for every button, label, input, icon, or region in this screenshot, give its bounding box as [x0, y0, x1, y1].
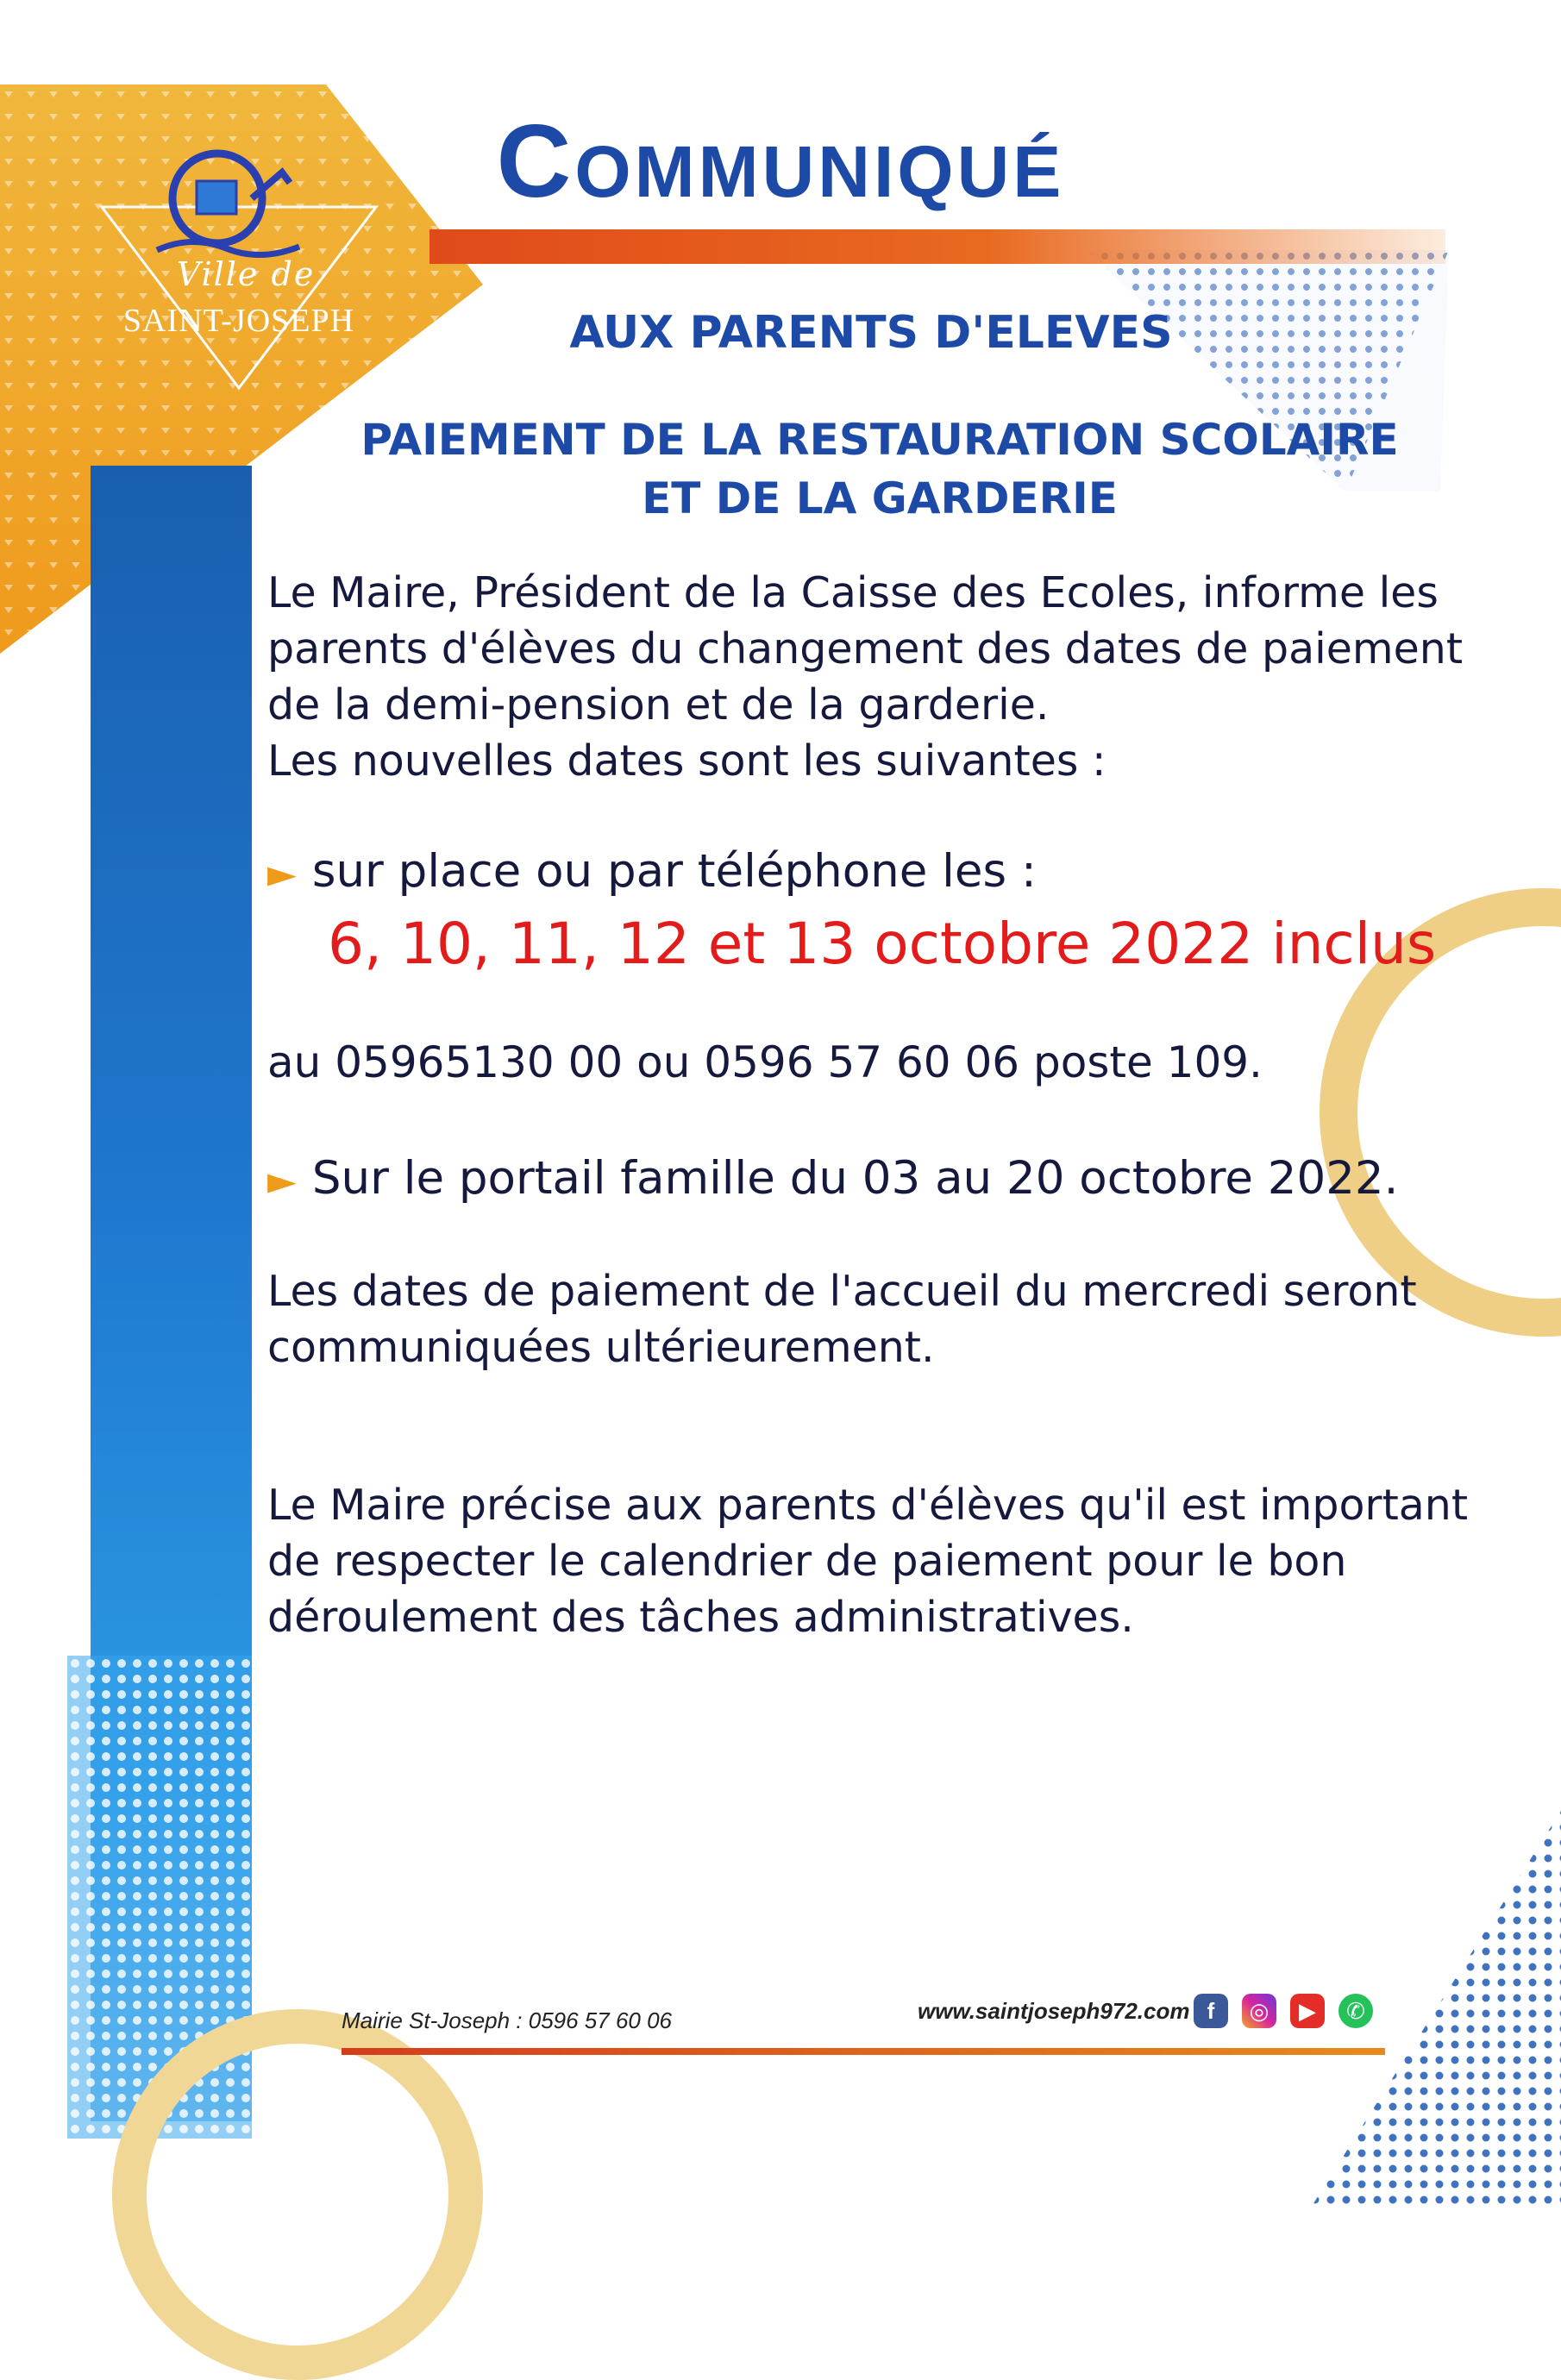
- heading-line: PAIEMENT DE LA RESTAURATION SCOLAIRE: [360, 415, 1399, 465]
- bullet-text: Sur le portail famille du 03 au 20 octobre 2022.: [311, 1152, 1399, 1205]
- website-link[interactable]: www.saintjoseph972.com: [918, 1998, 1190, 2024]
- heading-line: ET DE LA GARDERIE: [642, 473, 1118, 523]
- bullet-text: sur place ou par téléphone les :: [311, 845, 1037, 898]
- text-line: Le Maire, Président de la Caisse des Ecoles, informe les: [267, 568, 1439, 617]
- mercredi-paragraph: [267, 1263, 1535, 1375]
- logo-city-text: SAINT-JOSEPH: [122, 303, 355, 339]
- triangle-bullet-icon: ►: [267, 852, 297, 896]
- logo-ville-text: Ville de: [176, 255, 316, 293]
- page-title: Communiqué: [496, 103, 1065, 219]
- whatsapp-icon[interactable]: ✆: [1338, 1994, 1373, 2028]
- text-line: parents d'élèves du changement des dates de paiement: [267, 624, 1464, 673]
- mairie-phone: Mairie St-Joseph : 0596 57 60 06: [342, 2007, 673, 2033]
- bullet-portail-famille: [267, 1152, 1399, 1205]
- facebook-icon[interactable]: f: [1194, 1994, 1228, 2028]
- instagram-icon[interactable]: ◎: [1242, 1994, 1276, 2028]
- orange-rule-top: [429, 229, 1445, 264]
- bullet-sur-place: [267, 845, 1037, 898]
- youtube-icon[interactable]: ▶: [1290, 1994, 1325, 2028]
- text-line: Les nouvelles dates sont les suivantes :: [267, 736, 1106, 786]
- closing-paragraph: [267, 1477, 1535, 1645]
- section-heading: [319, 410, 1440, 528]
- halftone-bottom-right-decoration: [1276, 1742, 1561, 2208]
- subtitle: AUX PARENTS D'ELEVES: [569, 307, 1173, 359]
- triangle-bullet-icon: ►: [267, 1159, 297, 1203]
- intro-paragraph: [267, 565, 1535, 789]
- orange-rule-bottom: [342, 2048, 1385, 2055]
- text-line: Le Maire précise aux parents d'élèves qu'il est important: [267, 1481, 1469, 1530]
- text-line: communiquées ultérieurement.: [267, 1323, 935, 1372]
- text-line: Les dates de paiement de l'accueil du mercredi seront: [267, 1267, 1417, 1316]
- gold-ring-bottom-decoration: [112, 2009, 483, 2380]
- text-line: de la demi-pension et de la garderie.: [267, 680, 1050, 730]
- text-line: déroulement des tâches administratives.: [267, 1593, 1134, 1642]
- payment-dates: 6, 10, 11, 12 et 13 octobre 2022 inclus: [328, 911, 1437, 977]
- text-line: de respecter le calendrier de paiement pour le bon: [267, 1537, 1347, 1586]
- phone-numbers: au 05965130 00 ou 0596 57 60 06 poste 109.: [267, 1037, 1263, 1087]
